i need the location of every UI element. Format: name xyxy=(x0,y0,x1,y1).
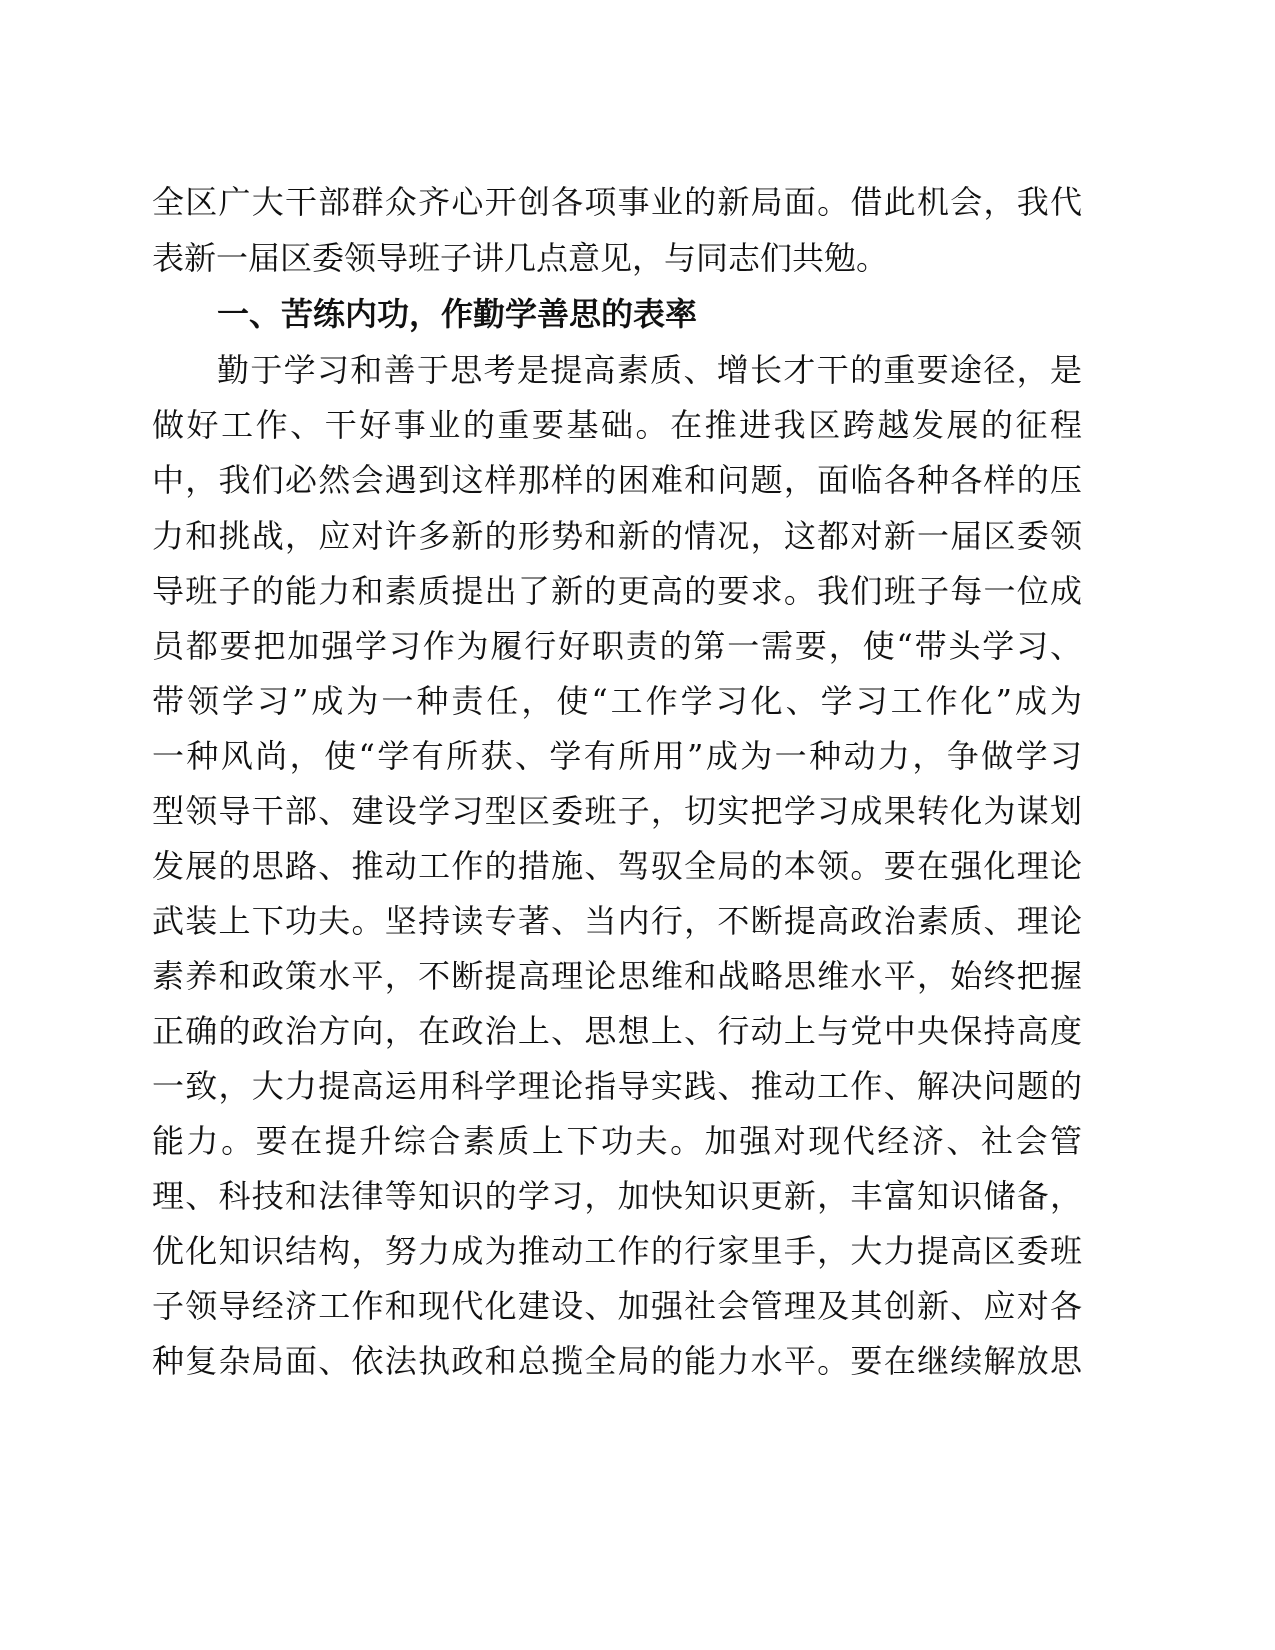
body-line-5: 导班子的能力和素质提出了新的更高的要求。我们班子每一位成 xyxy=(152,572,1082,610)
body-line-13: 正确的政治方向，在政治上、思想上、行动上与党中央保持高度 xyxy=(152,1012,1082,1050)
body-line-3: 中，我们必然会遇到这样那样的困难和问题，面临各种各样的压 xyxy=(152,461,1082,499)
body-line-17: 优化知识结构，努力成为推动工作的行家里手，大力提高区委班 xyxy=(152,1232,1082,1270)
body-line-10: 发展的思路、推动工作的措施、驾驭全局的本领。要在强化理论 xyxy=(152,847,1082,885)
body-line-1: 勤于学习和善于思考是提高素质、增长才干的重要途径，是 xyxy=(217,351,1082,389)
intro-line-1: 全区广大干部群众齐心开创各项事业的新局面。借此机会，我代 xyxy=(152,183,1082,221)
body-line-4: 力和挑战，应对许多新的形势和新的情况，这都对新一届区委领 xyxy=(152,517,1082,555)
intro-line-2: 表新一届区委领导班子讲几点意见，与同志们共勉。 xyxy=(152,239,889,277)
body-line-16: 理、科技和法律等知识的学习，加快知识更新，丰富知识储备， xyxy=(152,1177,1082,1215)
body-line-2: 做好工作、干好事业的重要基础。在推进我区跨越发展的征程 xyxy=(152,406,1082,444)
section-heading: 一、苦练内功，作勤学善思的表率 xyxy=(217,295,698,333)
body-line-15: 能力。要在提升综合素质上下功夫。加强对现代经济、社会管 xyxy=(152,1122,1082,1160)
body-line-7: 带领学习”成为一种责任，使“工作学习化、学习工作化”成为 xyxy=(152,682,1082,720)
body-line-8: 一种风尚，使“学有所获、学有所用”成为一种动力，争做学习 xyxy=(152,737,1082,775)
body-line-14: 一致，大力提高运用科学理论指导实践、推动工作、解决问题的 xyxy=(152,1067,1082,1105)
body-line-19: 种复杂局面、依法执政和总揽全局的能力水平。要在继续解放思 xyxy=(152,1342,1082,1380)
body-line-11: 武装上下功夫。坚持读专著、当内行，不断提高政治素质、理论 xyxy=(152,902,1082,940)
body-line-18: 子领导经济工作和现代化建设、加强社会管理及其创新、应对各 xyxy=(152,1287,1082,1325)
body-line-9: 型领导干部、建设学习型区委班子，切实把学习成果转化为谋划 xyxy=(152,792,1082,830)
body-line-12: 素养和政策水平，不断提高理论思维和战略思维水平，始终把握 xyxy=(152,957,1082,995)
body-line-6: 员都要把加强学习作为履行好职责的第一需要，使“带头学习、 xyxy=(152,627,1082,665)
